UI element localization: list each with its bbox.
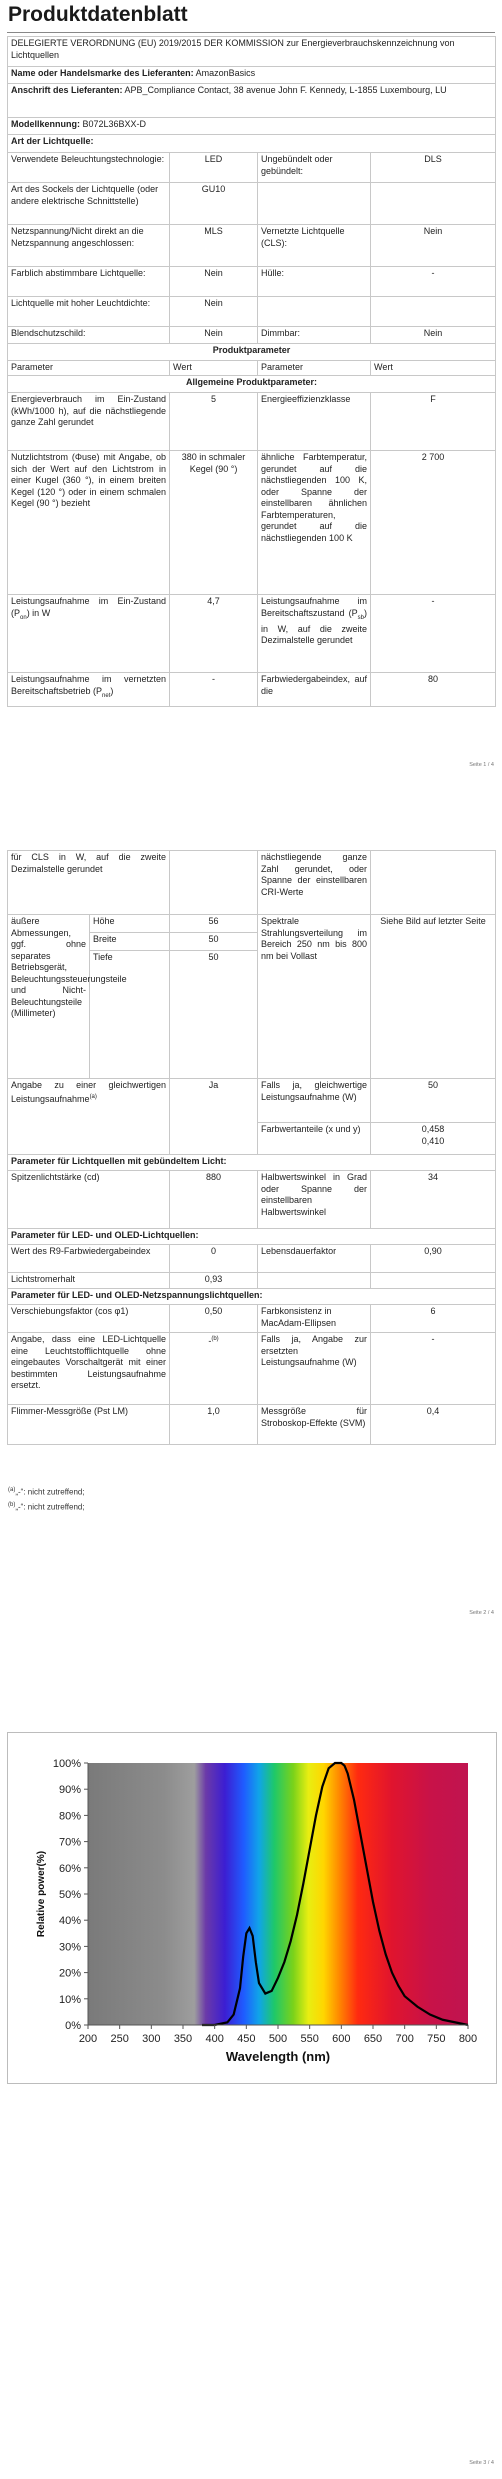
- empty-cell: [170, 851, 258, 915]
- beam-angle-label: Halbwertswinkel in Grad oder Spanne der einstellbaren Halbwertswinkel: [258, 1171, 371, 1229]
- light-type-label: Blendschutzschild:: [8, 327, 170, 344]
- light-type-label: Ungebündelt oder gebündelt:: [258, 153, 371, 183]
- light-type-label: [258, 183, 371, 225]
- x-tick-label: 250: [110, 2033, 129, 2045]
- standby-power-value: -: [371, 595, 496, 673]
- light-type-label: Vernetzte Lichtquelle (CLS):: [258, 225, 371, 267]
- equivalent-power-claim-label: Angabe zu einer gleichwertigen Leistungsaufnahme$^{(a)}$: [8, 1079, 170, 1155]
- cri-label: Farbwiedergabeindex, auf die: [258, 673, 371, 707]
- light-type-label: Hülle:: [258, 267, 371, 297]
- flicker-metric-label: Flimmer-Messgröße (Pst LM): [8, 1405, 170, 1445]
- equivalent-power-label: Falls ja, gleichwertige Leistungsaufnahme (W): [258, 1079, 371, 1123]
- footnote-a: $^{(a)}$„-“: nicht zutreffend;: [8, 1487, 85, 1497]
- light-type-value: MLS: [170, 225, 258, 267]
- useful-flux-value: 380 in schmaler Kegel (90 °): [170, 451, 258, 595]
- dimension-label: Höhe: [90, 915, 170, 933]
- x-tick-label: 650: [363, 2033, 383, 2045]
- datasheet-page-3: [0, 1720, 502, 2479]
- light-type-value: LED: [170, 153, 258, 183]
- replaced-power-label: Falls ja, Angabe zur ersetzten Leistungsaufnahme (W): [258, 1333, 371, 1405]
- beam-angle-value: 34: [371, 1171, 496, 1229]
- x-tick-label: 750: [427, 2033, 446, 2045]
- spectrum-chart-frame: [7, 1732, 497, 2084]
- footnotes: [8, 1484, 85, 1513]
- y-tick-label: 40%: [58, 1915, 81, 1928]
- y-axis-title: Relative power(%): [36, 1850, 47, 1938]
- dimension-value: 50: [170, 951, 258, 1079]
- x-tick-label: 300: [142, 2033, 161, 2045]
- y-tick-label: 50%: [58, 1889, 81, 1901]
- light-type-value: GU10: [170, 183, 258, 225]
- y-tick-label: 90%: [58, 1784, 81, 1797]
- y-tick-label: 20%: [58, 1967, 81, 1980]
- led-params-heading: Parameter für LED- und OLED-Lichtquellen:: [8, 1229, 496, 1245]
- light-type-label: Lichtquelle mit hoher Leuchtdichte:: [8, 297, 170, 327]
- supplier-address-row: [8, 84, 496, 118]
- model-id-row: [8, 118, 496, 135]
- supplier-name-row: [8, 67, 496, 84]
- energy-consumption-value: 5: [170, 393, 258, 451]
- light-type-value: [371, 183, 496, 225]
- x-axis-title: Wavelength (nm): [225, 2049, 331, 2064]
- column-header-parameter: Parameter: [8, 361, 170, 376]
- empty-cell: [371, 851, 496, 915]
- networked-standby-label: Leistungsaufnahme im vernetzten Bereitschaftsbetrieb $(P_{net})$: [8, 673, 170, 707]
- dimension-label: Tiefe: [90, 951, 170, 1079]
- y-tick-label: 10%: [58, 1993, 81, 2006]
- flicker-metric-value: 1,0: [170, 1405, 258, 1445]
- datasheet-page-2: [0, 850, 502, 1630]
- peak-intensity-label: Spitzenlichtstärke (cd): [8, 1171, 170, 1229]
- light-type-value: Nein: [170, 327, 258, 344]
- cri-label-cont: nächstliegende ganze Zahl gerundet, oder Spanne der einstellbaren CRI-Werte: [258, 851, 371, 915]
- r9-label: Wert des R9-Farbwiedergabeindex: [8, 1245, 170, 1273]
- light-type-value: Nein: [170, 297, 258, 327]
- equivalent-power-claim-value: Ja: [170, 1079, 258, 1155]
- light-type-value: [371, 297, 496, 327]
- product-params-heading: Produktparameter: [8, 344, 496, 361]
- lumen-maintenance-value: 0,93: [170, 1273, 258, 1289]
- params-table-continued: [7, 850, 496, 1445]
- supplier-address-label: Anschrift des Lieferanten:: [11, 85, 123, 95]
- dimension-label: Breite: [90, 933, 170, 951]
- x-tick-label: 400: [205, 2033, 224, 2045]
- page-number: Seite 3 / 4: [469, 2460, 494, 2466]
- light-type-label: Farblich abstimmbare Lichtquelle:: [8, 267, 170, 297]
- x-tick-label: 700: [395, 2033, 414, 2045]
- dimension-value: 50: [170, 933, 258, 951]
- displacement-factor-value: 0,50: [170, 1305, 258, 1333]
- colour-consistency-value: 6: [371, 1305, 496, 1333]
- x-tick-label: 200: [78, 2033, 98, 2045]
- x-tick-label: 550: [300, 2033, 319, 2045]
- column-header-value: Wert: [371, 361, 496, 376]
- stroboscopic-label: Messgröße für Stroboskop-Effekte (SVM): [258, 1405, 371, 1445]
- supplier-address-value: APB_Compliance Contact, 38 avenue John F. Kennedy, L-1855 Luxembourg, LU: [124, 85, 447, 95]
- y-tick-label: 0%: [65, 2020, 81, 2032]
- x-tick-label: 450: [237, 2033, 256, 2045]
- colour-consistency-label: Farbkonsistenz in MacAdam-Ellipsen: [258, 1305, 371, 1333]
- light-type-value: Nein: [170, 267, 258, 297]
- useful-flux-label: Nutzlichtstrom (Φuse) mit Angabe, ob sich der Wert auf den Lichtstrom in einer Kugel (360 °), in einem breiten Kegel (120 °) oder in einem schmalen Kegel (90 °) bezieht: [8, 451, 170, 595]
- light-type-label: Art des Sockels der Lichtquelle (oder andere elektrische Schnittstelle): [8, 183, 170, 225]
- light-type-value: Nein: [371, 225, 496, 267]
- column-header-parameter: Parameter: [258, 361, 371, 376]
- on-mode-power-label: Leistungsaufnahme im Ein-Zustand $(P_{on})$ in W: [8, 595, 170, 673]
- on-mode-power-value: 4,7: [170, 595, 258, 673]
- chromaticity-value: 0,458 0,410: [371, 1123, 496, 1155]
- x-tick-label: 600: [332, 2033, 351, 2045]
- equivalent-power-value: 50: [371, 1079, 496, 1123]
- general-params-heading: Allgemeine Produktparameter:: [8, 376, 496, 393]
- light-type-value: Nein: [371, 327, 496, 344]
- x-tick-label: 500: [268, 2033, 288, 2045]
- light-type-label: [258, 297, 371, 327]
- page-number: Seite 2 / 4: [469, 1610, 494, 1616]
- cri-value: 80: [371, 673, 496, 707]
- y-tick-label: 80%: [58, 1810, 81, 1823]
- y-tick-label: 30%: [58, 1941, 81, 1954]
- x-tick-label: 800: [458, 2033, 478, 2045]
- supplier-name-value: AmazonBasics: [195, 68, 256, 78]
- y-tick-label: 60%: [58, 1862, 81, 1875]
- model-id-value: B072L36BXX-D: [82, 119, 147, 129]
- light-type-value: -: [371, 267, 496, 297]
- x-tick-label: 350: [173, 2033, 193, 2045]
- survival-factor-label: Lebensdauerfaktor: [258, 1245, 371, 1273]
- spectral-distribution-chart: [8, 1733, 496, 2083]
- survival-factor-value: 0,90: [371, 1245, 496, 1273]
- light-type-label: Verwendete Beleuchtungstechnologie:: [8, 153, 170, 183]
- spectral-distribution-label: Spektrale Strahlungsverteilung im Bereich 250 nm bis 800 nm bei Vollast: [258, 915, 371, 1079]
- directional-params-heading: Parameter für Lichtquellen mit gebündeltem Licht:: [8, 1155, 496, 1171]
- y-tick-label: 70%: [58, 1836, 81, 1849]
- chromaticity-label: Farbwertanteile (x und y): [258, 1123, 371, 1155]
- energy-class-label: Energieeffizienzklasse: [258, 393, 371, 451]
- column-header-value: Wert: [170, 361, 258, 376]
- footnote-b: $^{(b)}$„-“: nicht zutreffend;: [8, 1501, 85, 1512]
- light-type-value: DLS: [371, 153, 496, 183]
- light-type-label: Dimmbar:: [258, 327, 371, 344]
- cct-value: 2 700: [371, 451, 496, 595]
- model-id-label: Modellkennung:: [11, 119, 80, 129]
- dimension-value: 56: [170, 915, 258, 933]
- replacement-claim-value: -$^{(b)}$: [170, 1333, 258, 1405]
- title-divider: [7, 32, 495, 33]
- empty-cell: [258, 1273, 371, 1289]
- replaced-power-value: -: [371, 1333, 496, 1405]
- supplier-name-label: Name oder Handelsmarke des Lieferanten:: [11, 68, 194, 78]
- regulation-text: DELEGIERTE VERORDNUNG (EU) 2019/2015 DER KOMMISSION zur Energieverbrauchskennzeichnung von Lichtquellen: [8, 37, 496, 67]
- spectral-distribution-value: Siehe Bild auf letzter Seite: [371, 915, 496, 1079]
- empty-cell: [371, 1273, 496, 1289]
- cct-label: ähnliche Farbtemperatur, gerundet auf die nächstliegenden 100 K, oder Spanne der einstellbaren ähnlichen Farbtemperaturen, gerundet auf die nächstliegenden 100 K: [258, 451, 371, 595]
- energy-consumption-label: Energieverbrauch im Ein-Zustand (kWh/1000 h), auf die nächstliegende ganze Zahl gerundet: [8, 393, 170, 451]
- peak-intensity-value: 880: [170, 1171, 258, 1229]
- networked-standby-label-cont: für CLS in W, auf die zweite Dezimalstelle gerundet: [8, 851, 170, 915]
- y-tick-label: 100%: [52, 1758, 81, 1770]
- displacement-factor-label: Verschiebungsfaktor (cos φ1): [8, 1305, 170, 1333]
- dimensions-label: äußere Abmessungen, ggf. ohne separates Betriebsgerät, Beleuchtungssteuerungsteile und Nicht-Beleuchtungsteile (Millimeter): [8, 915, 90, 1079]
- supplier-table: [7, 36, 496, 707]
- light-type-heading: Art der Lichtquelle:: [8, 135, 496, 153]
- r9-value: 0: [170, 1245, 258, 1273]
- mains-led-params-heading: Parameter für LED- und OLED-Netzspannungslichtquellen:: [8, 1289, 496, 1305]
- lumen-maintenance-label: Lichtstromerhalt: [8, 1273, 170, 1289]
- standby-power-label: Leistungsaufnahme im Bereitschaftszustand $(P_{sb})$ in W, auf die zweite Dezimalstelle gerundet: [258, 595, 371, 673]
- datasheet-page-1: [0, 0, 502, 780]
- replacement-claim-label: Angabe, dass eine LED-Lichtquelle eine Leuchtstofflichtquelle ohne eingebautes Vorschaltgerät mit einer bestimmten Leistungsaufnahme ersetzt.: [8, 1333, 170, 1405]
- networked-standby-value: -: [170, 673, 258, 707]
- page-number: Seite 1 / 4: [469, 762, 494, 768]
- energy-class-value: F: [371, 393, 496, 451]
- page-title: Produktdatenblatt: [8, 3, 188, 26]
- light-type-label: Netzspannung/Nicht direkt an die Netzspannung angeschlossen:: [8, 225, 170, 267]
- stroboscopic-value: 0,4: [371, 1405, 496, 1445]
